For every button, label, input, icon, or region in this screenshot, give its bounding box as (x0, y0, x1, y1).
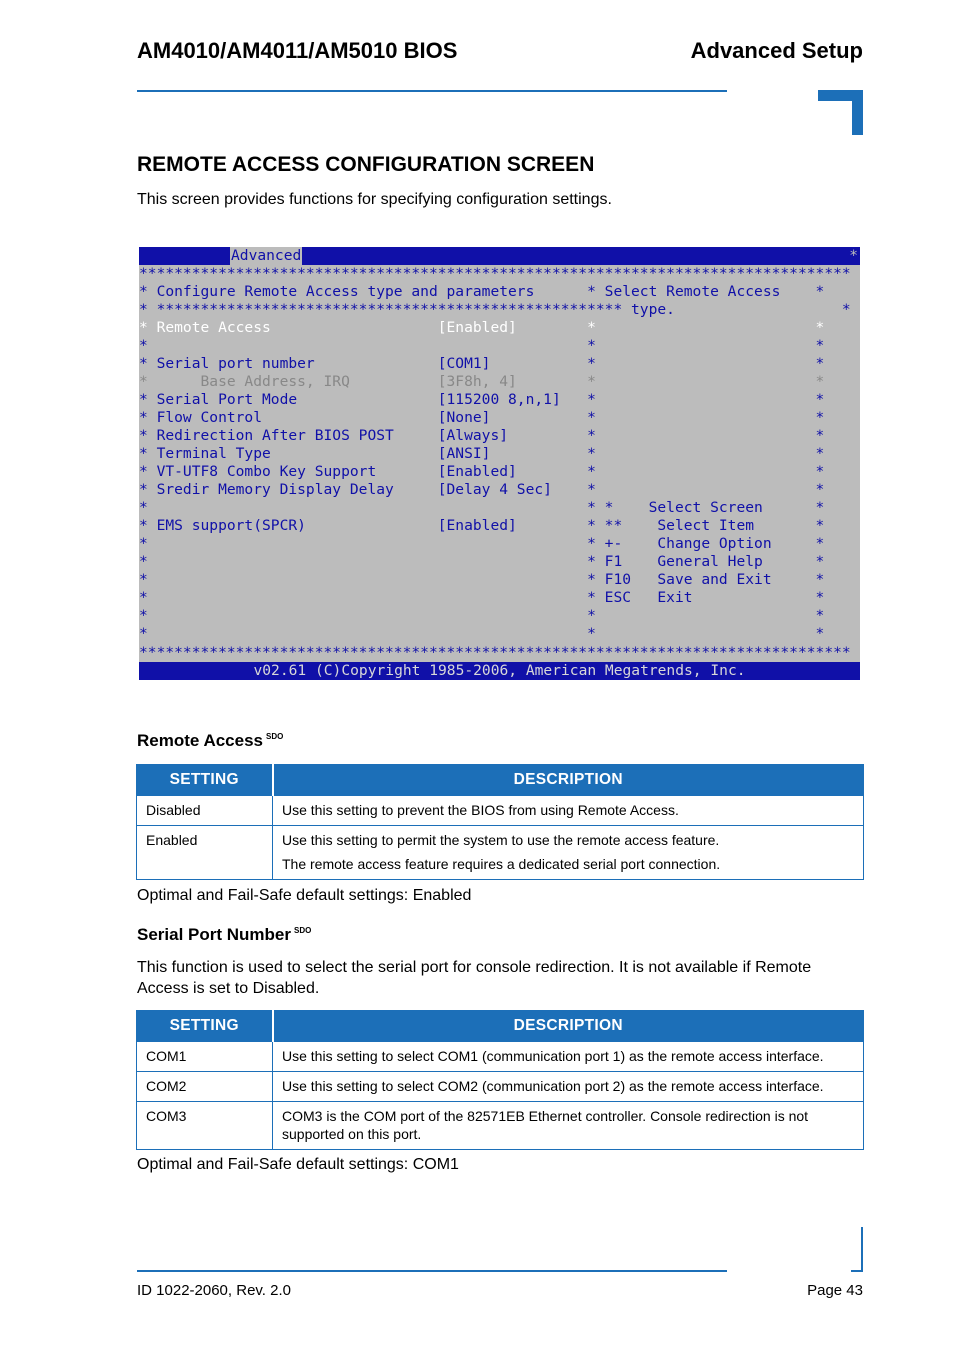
description-cell: Use this setting to select COM2 (communication port 2) as the remote access interface. (273, 1072, 864, 1102)
document-title: AM4010/AM4011/AM5010 BIOS (137, 38, 458, 63)
document-id: ID 1022-2060, Rev. 2.0 (137, 1282, 291, 1299)
corner-mark-top (818, 90, 863, 135)
setting-cell: COM3 (137, 1102, 273, 1150)
footer-rule (137, 1270, 727, 1272)
table-header-row (137, 765, 864, 796)
setting-cell: COM1 (137, 1042, 273, 1072)
remote-access-table (136, 764, 864, 880)
description-cell: Use this setting to select COM1 (communication port 1) as the remote access interface. (273, 1042, 864, 1072)
bios-copyright-bar: v02.61 (C)Copyright 1985-2006, American Megatrends, Inc. (139, 662, 860, 680)
description-cell: Use this setting to permit the system to use the remote access feature. The remote access feature requires a dedicated serial port connection. (273, 826, 864, 880)
bios-item-serial-port-mode[interactable]: * Serial Port Mode [115200 8,n,1] * * (139, 391, 825, 408)
setting-cell: Enabled (137, 826, 273, 880)
setting-cell: Disabled (137, 796, 273, 826)
bios-item-terminal-type[interactable]: * Terminal Type [ANSI] * * (139, 445, 825, 462)
bios-item-remote-access[interactable]: * Remote Access [Enabled] * * (139, 319, 825, 336)
header-rule (137, 90, 727, 92)
description-cell: COM3 is the COM port of the 82571EB Ethernet controller. Console redirection is not supported on this port. (273, 1102, 864, 1150)
description-cell: Use this setting to prevent the BIOS from using Remote Access. (273, 796, 864, 826)
bios-screen (139, 247, 860, 680)
serial-port-intro: This function is used to select the serial port for console redirection. It is not available if Remote Access is set to Disabled. (137, 959, 812, 997)
bios-help-line: * * +- Change Option * (139, 535, 825, 552)
serial-port-table (136, 1010, 864, 1150)
setting-cell: COM2 (137, 1072, 273, 1102)
bios-line: * * * (139, 337, 825, 354)
serial-port-default: Optimal and Fail-Safe default settings: COM1 (137, 1156, 459, 1173)
bios-item-serial-port-number[interactable]: * Serial port number [COM1] * * (139, 355, 825, 372)
remote-access-default: Optimal and Fail-Safe default settings: Enabled (137, 887, 472, 904)
table-row (137, 1072, 864, 1102)
bios-item-redirection[interactable]: * Redirection After BIOS POST [Always] * * (139, 427, 825, 444)
bios-help-line: * * F1 General Help * (139, 553, 825, 570)
page-number: Page 43 (807, 1282, 863, 1299)
table-row (137, 796, 864, 826)
bios-help-line: * * F10 Save and Exit * (139, 571, 825, 588)
bios-item-sredir-delay[interactable]: * Sredir Memory Display Delay [Delay 4 Sec] * * (139, 481, 825, 498)
description-column-header: DESCRIPTION (273, 765, 864, 796)
bios-line: * Configure Remote Access type and parameters * Select Remote Access * (139, 283, 825, 300)
intro-text: This screen provides functions for specifying configuration settings. (137, 191, 612, 208)
bios-help-line: * * ESC Exit * (139, 589, 825, 606)
bios-item-flow-control[interactable]: * Flow Control [None] * * (139, 409, 825, 426)
section-title: REMOTE ACCESS CONFIGURATION SCREEN (137, 153, 595, 176)
table-header-row (137, 1011, 864, 1042)
bios-line: ********************************************************************************* (139, 265, 851, 282)
corner-mark-bottom (851, 1227, 863, 1272)
bios-item-vt-utf8[interactable]: * VT-UTF8 Combo Key Support [Enabled] * * (139, 463, 825, 480)
setting-column-header: SETTING (137, 1011, 273, 1042)
table-row (137, 1042, 864, 1072)
tab-advanced[interactable]: Advanced (231, 247, 302, 264)
serial-port-heading: Serial Port Number $^{SDO}$ (137, 925, 312, 944)
description-column-header: DESCRIPTION (273, 1011, 864, 1042)
remote-access-heading: Remote Access $^{SDO}$ (137, 731, 284, 750)
bios-title-bar: Advanced * (139, 247, 860, 265)
bios-item-base-address: * Base Address, IRQ [3F8h, 4] * * (139, 373, 825, 390)
bios-line: * * * (139, 607, 825, 624)
bios-line: ********************************************************************************* (139, 644, 851, 661)
table-row (137, 1102, 864, 1150)
section-name: Advanced Setup (690, 38, 863, 63)
bios-item-ems-support[interactable]: * EMS support(SPCR) [Enabled] * ** Select Item * (139, 517, 825, 534)
bios-line: * * * (139, 625, 825, 642)
bios-help-line: * * * Select Screen * (139, 499, 825, 516)
table-row (137, 826, 864, 880)
setting-column-header: SETTING (137, 765, 273, 796)
bios-line: * ***************************************************** type. * (139, 301, 851, 318)
